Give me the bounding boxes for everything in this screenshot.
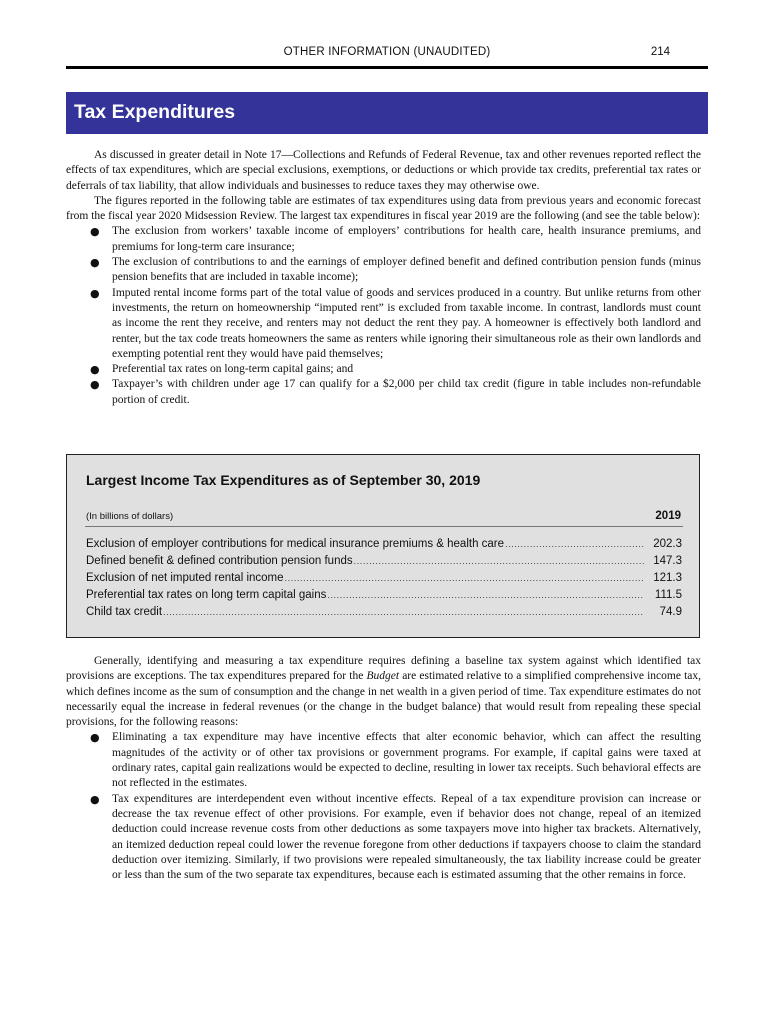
row-label: Exclusion of employer contributions for medical insurance premiums & health care [86, 538, 505, 550]
table-year-header: 2019 [655, 510, 681, 522]
intro-paragraph-2: The figures reported in the following table are estimates of tax expenditures using data from previous years and economic forecast from the fiscal year 2020 Midsession Review. The largest tax expenditures in fiscal year 2019 are the following (and see the table below): [66, 194, 701, 223]
bullet-icon: ● [90, 286, 100, 300]
closing-paragraph: Generally, identifying and measuring a tax expenditure requires defining a baseline tax system against which identified tax provisions are exceptions. The tax expenditures prepared for the Budget are estimated relative to a simplified comprehensive income tax, which defines income as the sum of consumption and the change in net wealth in a given period of time. Tax expenditure estimates do not necessarily equal the increase in federal revenues (or the change in the budget balance) that would result from repealing these special provisions, for the following reasons: [66, 655, 701, 729]
header-rule [66, 66, 708, 69]
row-value: 111.5 [654, 589, 682, 601]
intro-paragraph-1: As discussed in greater detail in Note 17—Collections and Refunds of Federal Revenue, tax and other revenues reported reflect the effects of tax expenditures, which are special exclusions, exemptions, or deductions or which provide tax credits, preferential tax rates or deferrals of tax liability, that allow individuals and businesses to reduce taxes they may otherwise owe. [66, 149, 701, 192]
table-header-rule [85, 526, 683, 527]
page-header [66, 44, 708, 64]
intro-bullet-list [66, 224, 701, 408]
closing-bullet-list [66, 730, 701, 883]
bullet-icon: ● [90, 256, 100, 270]
list-item: ● The exclusion of contributions to and the earnings of employer defined benefit and defined contribution pension funds (minus pension benefits that are included in taxable income); [90, 256, 701, 284]
table-row [86, 572, 682, 589]
table-row [86, 606, 682, 623]
closing-text [66, 654, 701, 883]
row-label: Preferential tax rates on long term capital gains [86, 589, 327, 601]
row-label: Child tax credit [86, 606, 163, 618]
dot-leader [505, 538, 644, 550]
list-item: ● Imputed rental income forms part of the total value of goods and services produced in a country. But unlike returns from other investments, the return on homeownership “imputed rent” is excluded from taxable income. In contrast, landlords must count as income the rent they receive, and renters may not deduct the rent they pay. A homeowner is effectively both landlord and renter, but the tax code treats homeowners the same as renters while ignoring their simultaneous role as their own landlords and exempting potential rent they would have paid themselves; [90, 286, 701, 360]
row-label: Defined benefit & defined contribution pension funds [86, 555, 353, 567]
bullet-icon: ● [90, 225, 100, 239]
row-value: 121.3 [653, 572, 682, 584]
row-label: Exclusion of net imputed rental income [86, 572, 284, 584]
page-number: 214 [650, 46, 670, 58]
running-title: OTHER INFORMATION (UNAUDITED) [283, 46, 491, 58]
table-row [86, 589, 682, 606]
dot-leader [354, 555, 644, 567]
list-item: ● The exclusion from workers’ taxable income of employers’ contributions for health care, health insurance premiums, and premiums for long-term care insurance; [90, 225, 701, 253]
bullet-icon: ● [90, 792, 100, 806]
tax-expenditures-table [66, 454, 700, 638]
dot-leader [163, 606, 644, 618]
dot-leader [285, 572, 644, 584]
budget-italic: Budget [366, 670, 400, 683]
dot-leader [327, 589, 644, 601]
bullet-icon: ● [90, 731, 100, 745]
section-title: Tax Expenditures [66, 92, 708, 134]
table-row [86, 538, 682, 555]
bullet-icon: ● [90, 378, 100, 392]
row-value: 202.3 [653, 538, 682, 550]
list-item: ● Eliminating a tax expenditure may have incentive effects that alter economic behavior, which can affect the resulting magnitudes of the activity or of other tax provisions or government programs. For example, if capital gains were taxed at ordinary rates, capital gain realizations would be expected to decline, resulting in lower tax receipts. Such behavioral effects are not reflected in the estimates. [90, 731, 701, 790]
row-value: 74.9 [659, 606, 682, 618]
intro-text [66, 148, 701, 408]
row-value: 147.3 [653, 555, 682, 567]
table-row [86, 555, 682, 572]
table-title: Largest Income Tax Expenditures as of September 30, 2019 [86, 472, 481, 488]
list-item: ● Preferential tax rates on long-term capital gains; and [90, 363, 354, 377]
list-item: ● Taxpayer’s with children under age 17 can qualify for a $2,000 per child tax credit (figure in table includes non-refundable portion of credit. [90, 378, 701, 406]
list-item: ● Tax expenditures are interdependent even without incentive effects. Repeal of a tax expenditure provision can increase or decrease the tax revenue effect of other provisions. For example, even if behavior does not change, repeal of an itemized deduction could increase revenue costs from other deductions as some taxpayers move into higher tax brackets. Alternatively, an itemized deduction repeal could lower the revenue foregone from other deductions if taxpayers choose to claim the standard deduction over itemizing. Similarly, if two provisions were repealed simultaneously, the tax liability increase could be greater or less than the sum of the two separate tax expenditures, because each is estimated assuming that the other remains in force. [90, 792, 701, 882]
bullet-icon: ● [90, 363, 100, 377]
table-units: (In billions of dollars) [86, 511, 174, 522]
table-rows [86, 538, 682, 623]
